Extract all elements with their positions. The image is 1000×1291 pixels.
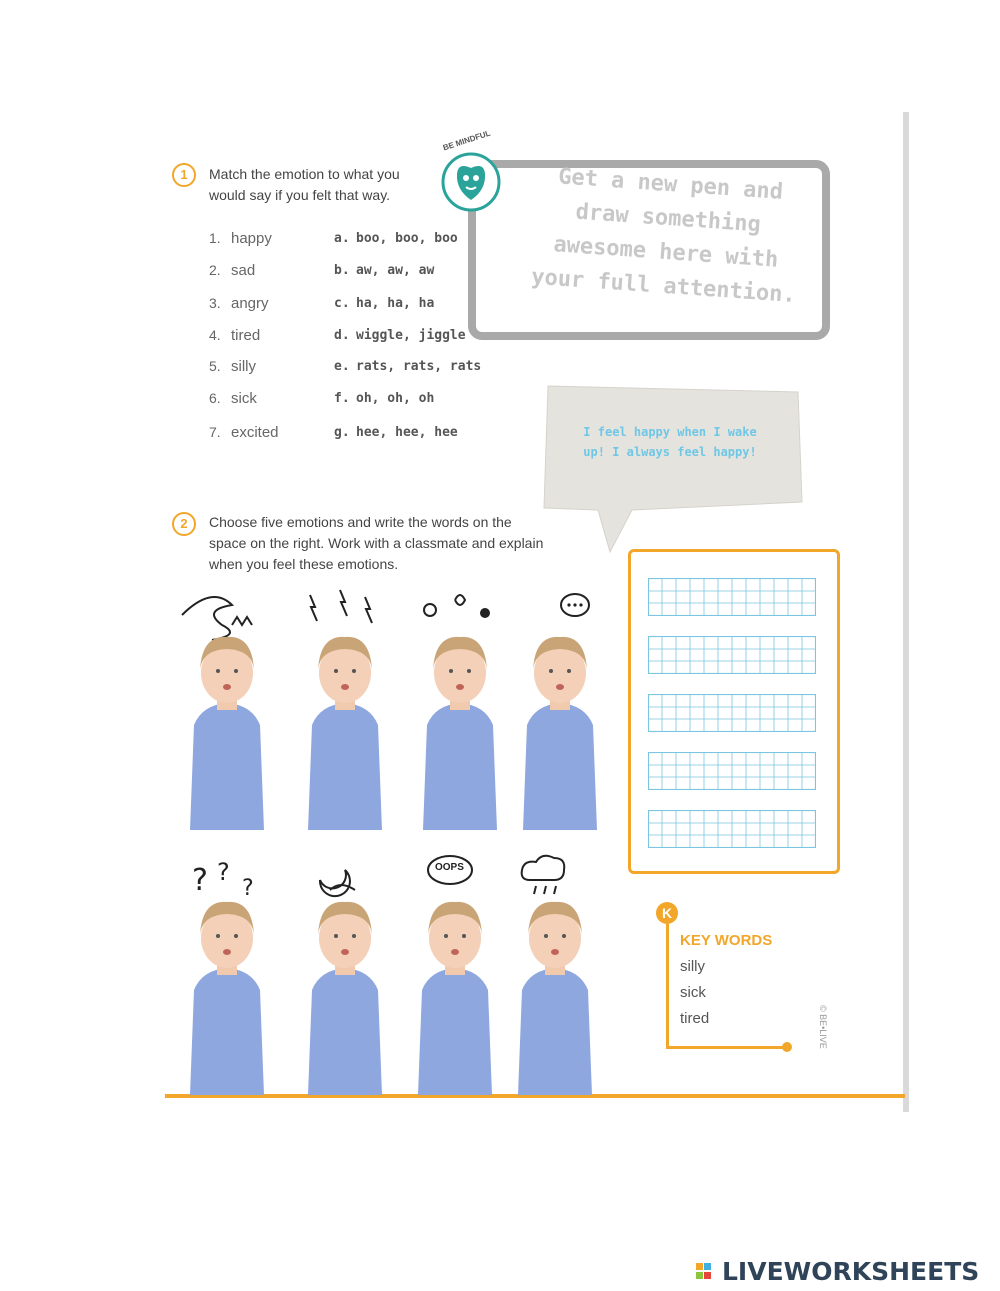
svg-text:?: ? xyxy=(242,876,254,901)
emotion-number: 1. xyxy=(209,230,221,246)
moon-icon xyxy=(320,870,355,896)
phrase-text: hee, hee, hee xyxy=(356,425,458,440)
copyright: © BE•LIVE xyxy=(818,1005,828,1049)
question-icon xyxy=(192,858,254,901)
phrase-letter: b. xyxy=(334,263,350,278)
emotion-photo xyxy=(290,585,400,830)
phrase-text: wiggle, jiggle xyxy=(356,328,466,343)
svg-text:?: ? xyxy=(192,863,208,898)
writing-grid[interactable] xyxy=(648,636,816,674)
emotion-word: tired xyxy=(231,327,261,344)
svg-text:?: ? xyxy=(217,858,230,886)
exercise-1-instruction: Match the emotion to what you would say if you felt that way. xyxy=(209,166,400,203)
phrase-text: oh, oh, oh xyxy=(356,391,435,406)
phrase-letter: f. xyxy=(334,391,350,406)
speech-bubble xyxy=(536,382,808,557)
exercise-2-instruction: Choose five emotions and write the words on the space on the right. Work with a classmate and explain when you feel these emotions. xyxy=(209,514,544,572)
emotion-photo xyxy=(505,585,615,830)
writing-grid[interactable] xyxy=(648,694,816,732)
speech-bubble-text: I feel happy when I wake up! I always feel happy! xyxy=(583,425,757,459)
oops-label: OOPS xyxy=(435,862,464,873)
phrase-letter: g. xyxy=(334,425,350,440)
mindful-prompt: Get a new pen and draw something awesome here with your full attention. xyxy=(530,164,797,309)
key-word-item: tired xyxy=(680,1010,710,1027)
emotion-photo xyxy=(500,850,610,1095)
phrase-letter: e. xyxy=(334,359,350,374)
emotion-word: silly xyxy=(231,358,256,375)
emotion-number: 6. xyxy=(209,390,221,406)
speech-dots-icon xyxy=(561,594,589,616)
emotion-number: 7. xyxy=(209,424,221,440)
phrase-text: rats, rats, rats xyxy=(356,359,482,374)
writing-grid[interactable] xyxy=(648,752,816,790)
emotion-photo xyxy=(172,585,282,830)
phrase-letter: c. xyxy=(334,296,350,311)
emotion-word: excited xyxy=(231,424,279,441)
emotion-number: 2. xyxy=(209,262,221,278)
writing-grid[interactable] xyxy=(648,578,816,616)
key-words-title: KEY WORDS xyxy=(680,932,773,949)
exercise-1-number: 1 xyxy=(172,163,196,187)
emotion-photo xyxy=(290,850,400,1095)
writing-grid[interactable] xyxy=(648,810,816,848)
key-word-item: silly xyxy=(680,958,705,975)
be-mindful-badge xyxy=(440,140,502,218)
key-words-line xyxy=(666,924,669,1049)
key-words-dot xyxy=(782,1042,792,1052)
emotion-photo xyxy=(172,850,282,1095)
scribble-icon xyxy=(182,597,252,640)
phrase-text: ha, ha, ha xyxy=(356,296,435,311)
emotion-photo xyxy=(405,585,515,830)
page-edge xyxy=(903,112,909,1112)
emotion-number: 4. xyxy=(209,327,221,343)
key-words-line-bottom xyxy=(666,1046,786,1049)
rain-cloud-icon xyxy=(522,856,565,894)
emotion-photo xyxy=(400,850,510,1095)
emotion-word: sad xyxy=(231,262,256,279)
brand-name: LIVEWORKSHEETS xyxy=(722,1257,980,1286)
phrase-letter: d. xyxy=(334,328,350,343)
phrase-text: aw, aw, aw xyxy=(356,263,435,278)
emotion-word: angry xyxy=(231,295,269,312)
lightning-icon xyxy=(310,590,372,623)
be-mindful-label: BE MINDFUL xyxy=(441,128,492,153)
emotion-number: 3. xyxy=(209,295,221,311)
key-word-item: sick xyxy=(680,984,706,1001)
liveworksheets-logo-icon xyxy=(696,1261,722,1285)
emotion-number: 5. xyxy=(209,358,221,374)
key-words-badge: K xyxy=(656,902,678,924)
phrase-text: boo, boo, boo xyxy=(356,231,458,246)
emotion-word: sick xyxy=(231,390,257,407)
phrase-letter: a. xyxy=(334,231,350,246)
exercise-2-number: 2 xyxy=(172,512,196,536)
flower-icon xyxy=(424,595,490,618)
emotion-word: happy xyxy=(231,230,272,247)
